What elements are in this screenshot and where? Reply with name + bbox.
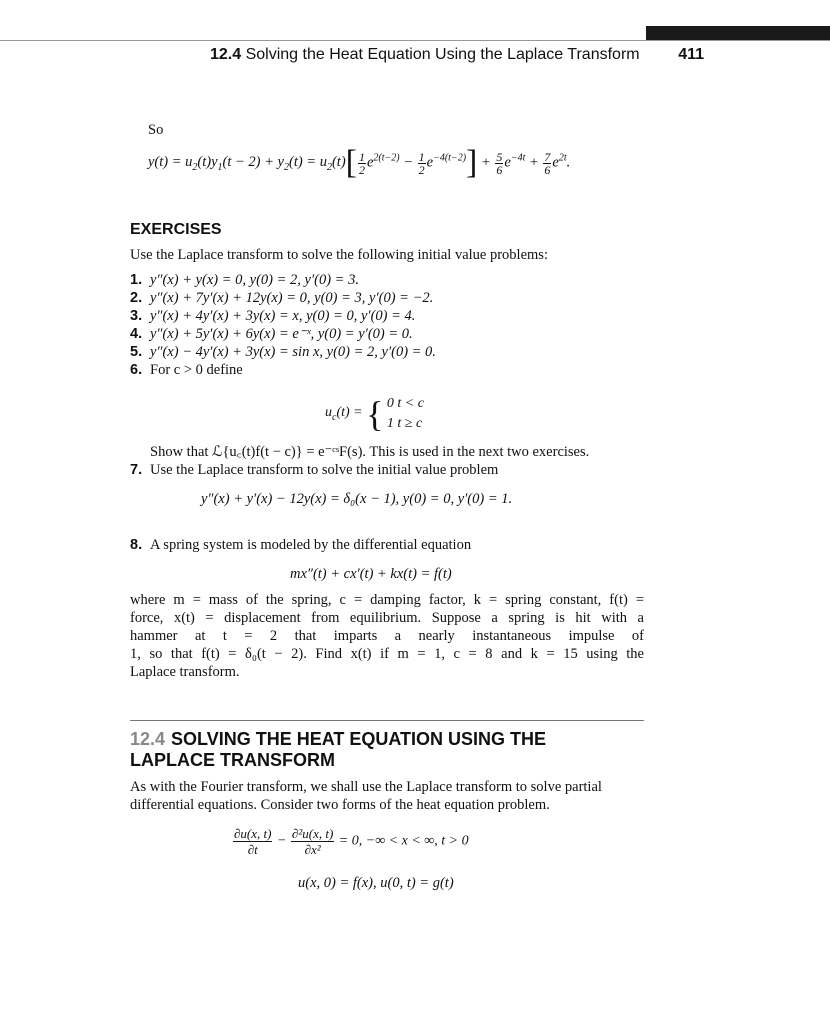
uc-case-2: 1 t ≥ c <box>386 416 423 431</box>
exercise-list <box>130 271 644 379</box>
exercise-7-equation: y″(x) + y′(x) − 12y(x) = δ₀(x − 1), y(0) = 0, y′(0) = 1. <box>201 491 513 507</box>
boundary-conditions: u(x, 0) = f(x), u(0, t) = g(t) <box>298 875 454 891</box>
exercise-7: 7. Use the Laplace transform to solve the initial value problem <box>130 462 499 478</box>
header-bar <box>646 26 830 40</box>
exercise-8: 8. A spring system is modeled by the differential equation <box>130 537 472 553</box>
exercise-item: 4. y″(x) + 5y′(x) + 6y(x) = e⁻ˣ, y(0) = y′(0) = 0. <box>130 326 413 342</box>
heat-equation: $\frac{\partial u(x, t)}{\partial t}$ − $\frac{\text{∂²u(x, t)}}{\text{∂x²}}$ = 0, −∞ < x < ∞, t > 0 <box>234 826 469 857</box>
exercise-item: 2. y″(x) + 7y′(x) + 12y(x) = 0, y(0) = 3, y′(0) = −2. <box>130 290 434 306</box>
header-rule <box>0 40 830 41</box>
exercise-8-paragraph: where m = mass of the spring, c = damping factor, k = spring constant, f(t) = force, x(t) = displacement from equilibrium. Suppose a spring is hit with a hammer at t = 2 that imparts a nearly instantaneous impulse of 1, so that f(t) = δ₀(t − 2). Find x(t) if m = 1, c = 8 and k = 15 using the Laplace transform. <box>130 592 644 680</box>
exercise-item: 5. y″(x) − 4y′(x) + 3y(x) = sin x, y(0) = 2, y′(0) = 0. <box>130 344 436 360</box>
exercise-item: 1. y″(x) + y(x) = 0, y(0) = 2, y′(0) = 3. <box>130 272 359 288</box>
section-number: 12.4 <box>130 729 166 749</box>
uc-case-1: 0 t < c <box>386 396 424 411</box>
running-header <box>210 46 704 70</box>
page-number: 411 <box>678 46 704 63</box>
uc-definition: $u_c(t)$ = { 0 t < c 1 t ≥ c <box>325 394 424 434</box>
section-heading <box>130 729 630 771</box>
header-title: Solving the Heat Equation Using the Laplace Transform <box>245 46 640 63</box>
exercise-item: 6. For c > 0 define <box>130 362 243 378</box>
exercises-intro: Use the Laplace transform to solve the following initial value problems: <box>130 247 548 263</box>
exercise-item: 3. y″(x) + 4y′(x) + 3y(x) = x, y(0) = 0, y′(0) = 4. <box>130 308 416 324</box>
solution-equation: $y(t) = u_2(t)y_1(t - 2) + y_2(t) = u_2(t)$[ $\frac{1}{2}$ $e^{2(t-2)}$ − $\frac{1}{2}$ $e^{-4(t-2)}$] + $\frac{5}{6}$ $e^{-4t}$ + $\frac{7}{6}$ $e^{2t}$. <box>148 144 571 181</box>
so-text: So <box>148 122 164 138</box>
section-intro: As with the Fourier transform, we shall use the Laplace transform to solve partial differential equations. Consider two forms of the heat equation problem. <box>130 779 602 813</box>
exercise-6-show-that: Show that ℒ{u꜀(t)f(t − c)} = e⁻ᶜˢF(s). This is used in the next two exercises. <box>150 444 590 460</box>
exercises-heading: EXERCISES <box>130 221 222 238</box>
exercise-8-equation: mx″(t) + cx′(t) + kx(t) = f(t) <box>290 566 452 582</box>
header-section-number: 12.4 <box>210 46 242 63</box>
section-title: SOLVING THE HEAT EQUATION USING THE LAPLACE TRANSFORM <box>130 729 547 770</box>
section-rule <box>130 720 644 721</box>
